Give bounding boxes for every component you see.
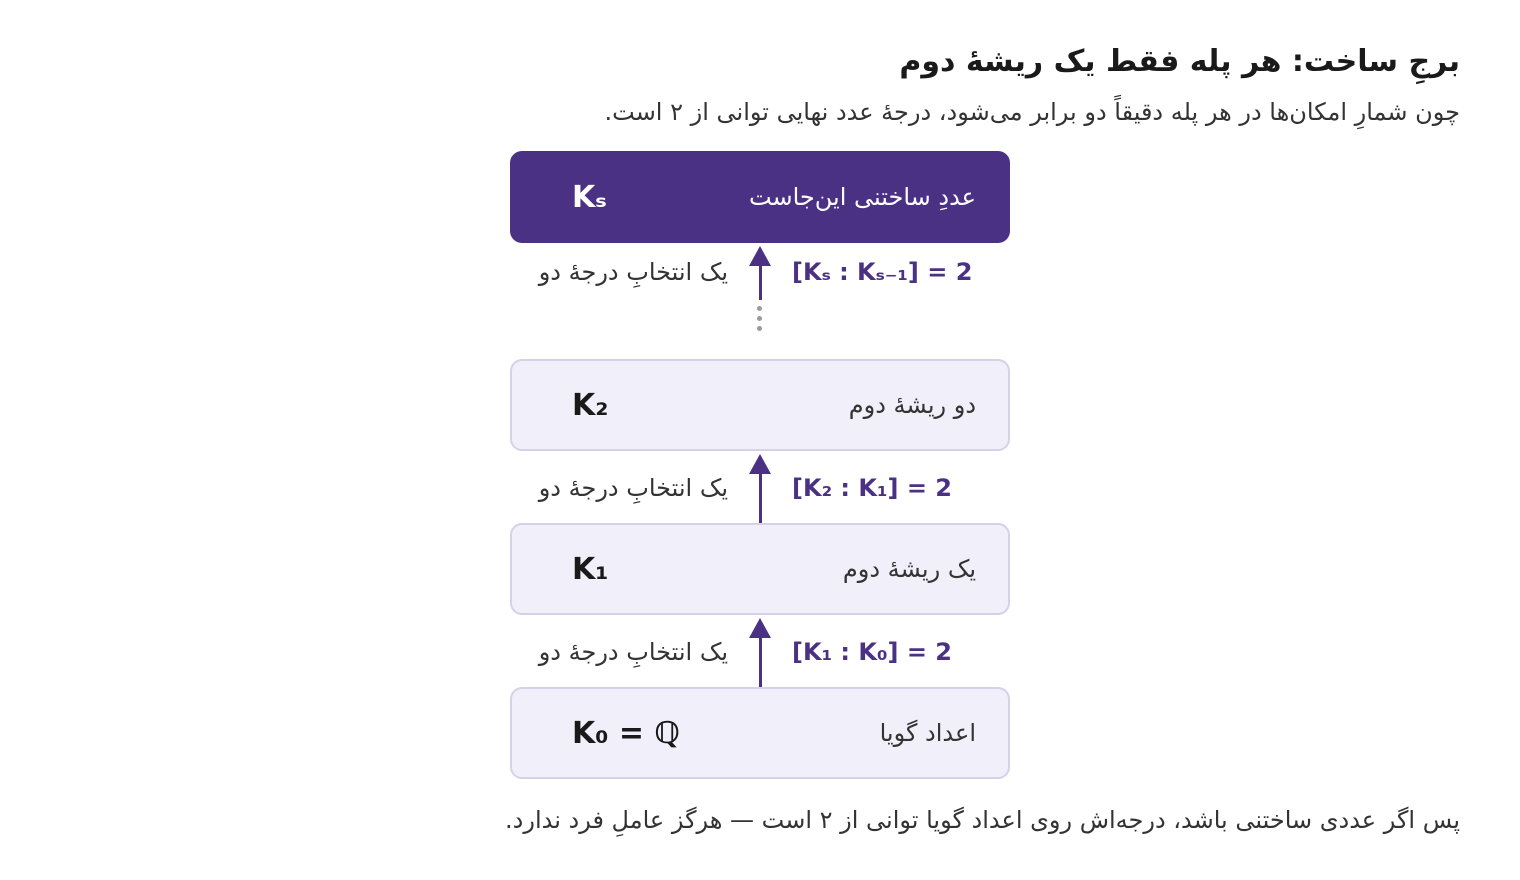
tower-level-ks xyxy=(510,151,1010,243)
tower-level-k2 xyxy=(510,359,1010,451)
tower-level-k1 xyxy=(510,523,1010,615)
step-label: یک انتخابِ درجهٔ دو xyxy=(538,474,728,502)
step-label: یک انتخابِ درجهٔ دو xyxy=(538,258,728,286)
page-title: برجِ ساخت: هر پله فقط یک ریشهٔ دوم xyxy=(899,44,1460,79)
tower-level-k0 xyxy=(510,687,1010,779)
step-degree: [Kₛ : Kₛ₋₁] = 2 xyxy=(792,258,973,286)
step-degree: [K₁ : K₀] = 2 xyxy=(792,638,952,666)
level-description: عددِ ساختنی این‌جاست xyxy=(748,183,976,211)
level-description: دو ریشهٔ دوم xyxy=(848,391,976,419)
level-description: یک ریشهٔ دوم xyxy=(842,555,976,583)
page-subtitle: چون شمارِ امکان‌ها در هر پله دقیقاً دو برابر می‌شود، درجهٔ عدد نهایی توانی از ۲ است. xyxy=(604,98,1460,126)
step-degree: [K₂ : K₁] = 2 xyxy=(792,474,952,502)
up-arrow-icon xyxy=(748,246,772,300)
up-arrow-icon xyxy=(748,618,772,688)
up-arrow-icon xyxy=(748,454,772,524)
conclusion-text: پس اگر عددی ساختنی باشد، درجه‌اش روی اعداد گویا توانی از ۲ است — هرگز عاملِ فرد ندارد. xyxy=(505,806,1460,834)
level-symbol: K₂ xyxy=(572,387,609,423)
level-symbol: K₀ = ℚ xyxy=(572,715,680,751)
ellipsis-dots-icon xyxy=(757,306,763,336)
step-label: یک انتخابِ درجهٔ دو xyxy=(538,638,728,666)
level-description: اعداد گویا xyxy=(879,719,976,747)
level-symbol: K₁ xyxy=(572,551,609,587)
level-symbol: Kₛ xyxy=(572,179,607,215)
